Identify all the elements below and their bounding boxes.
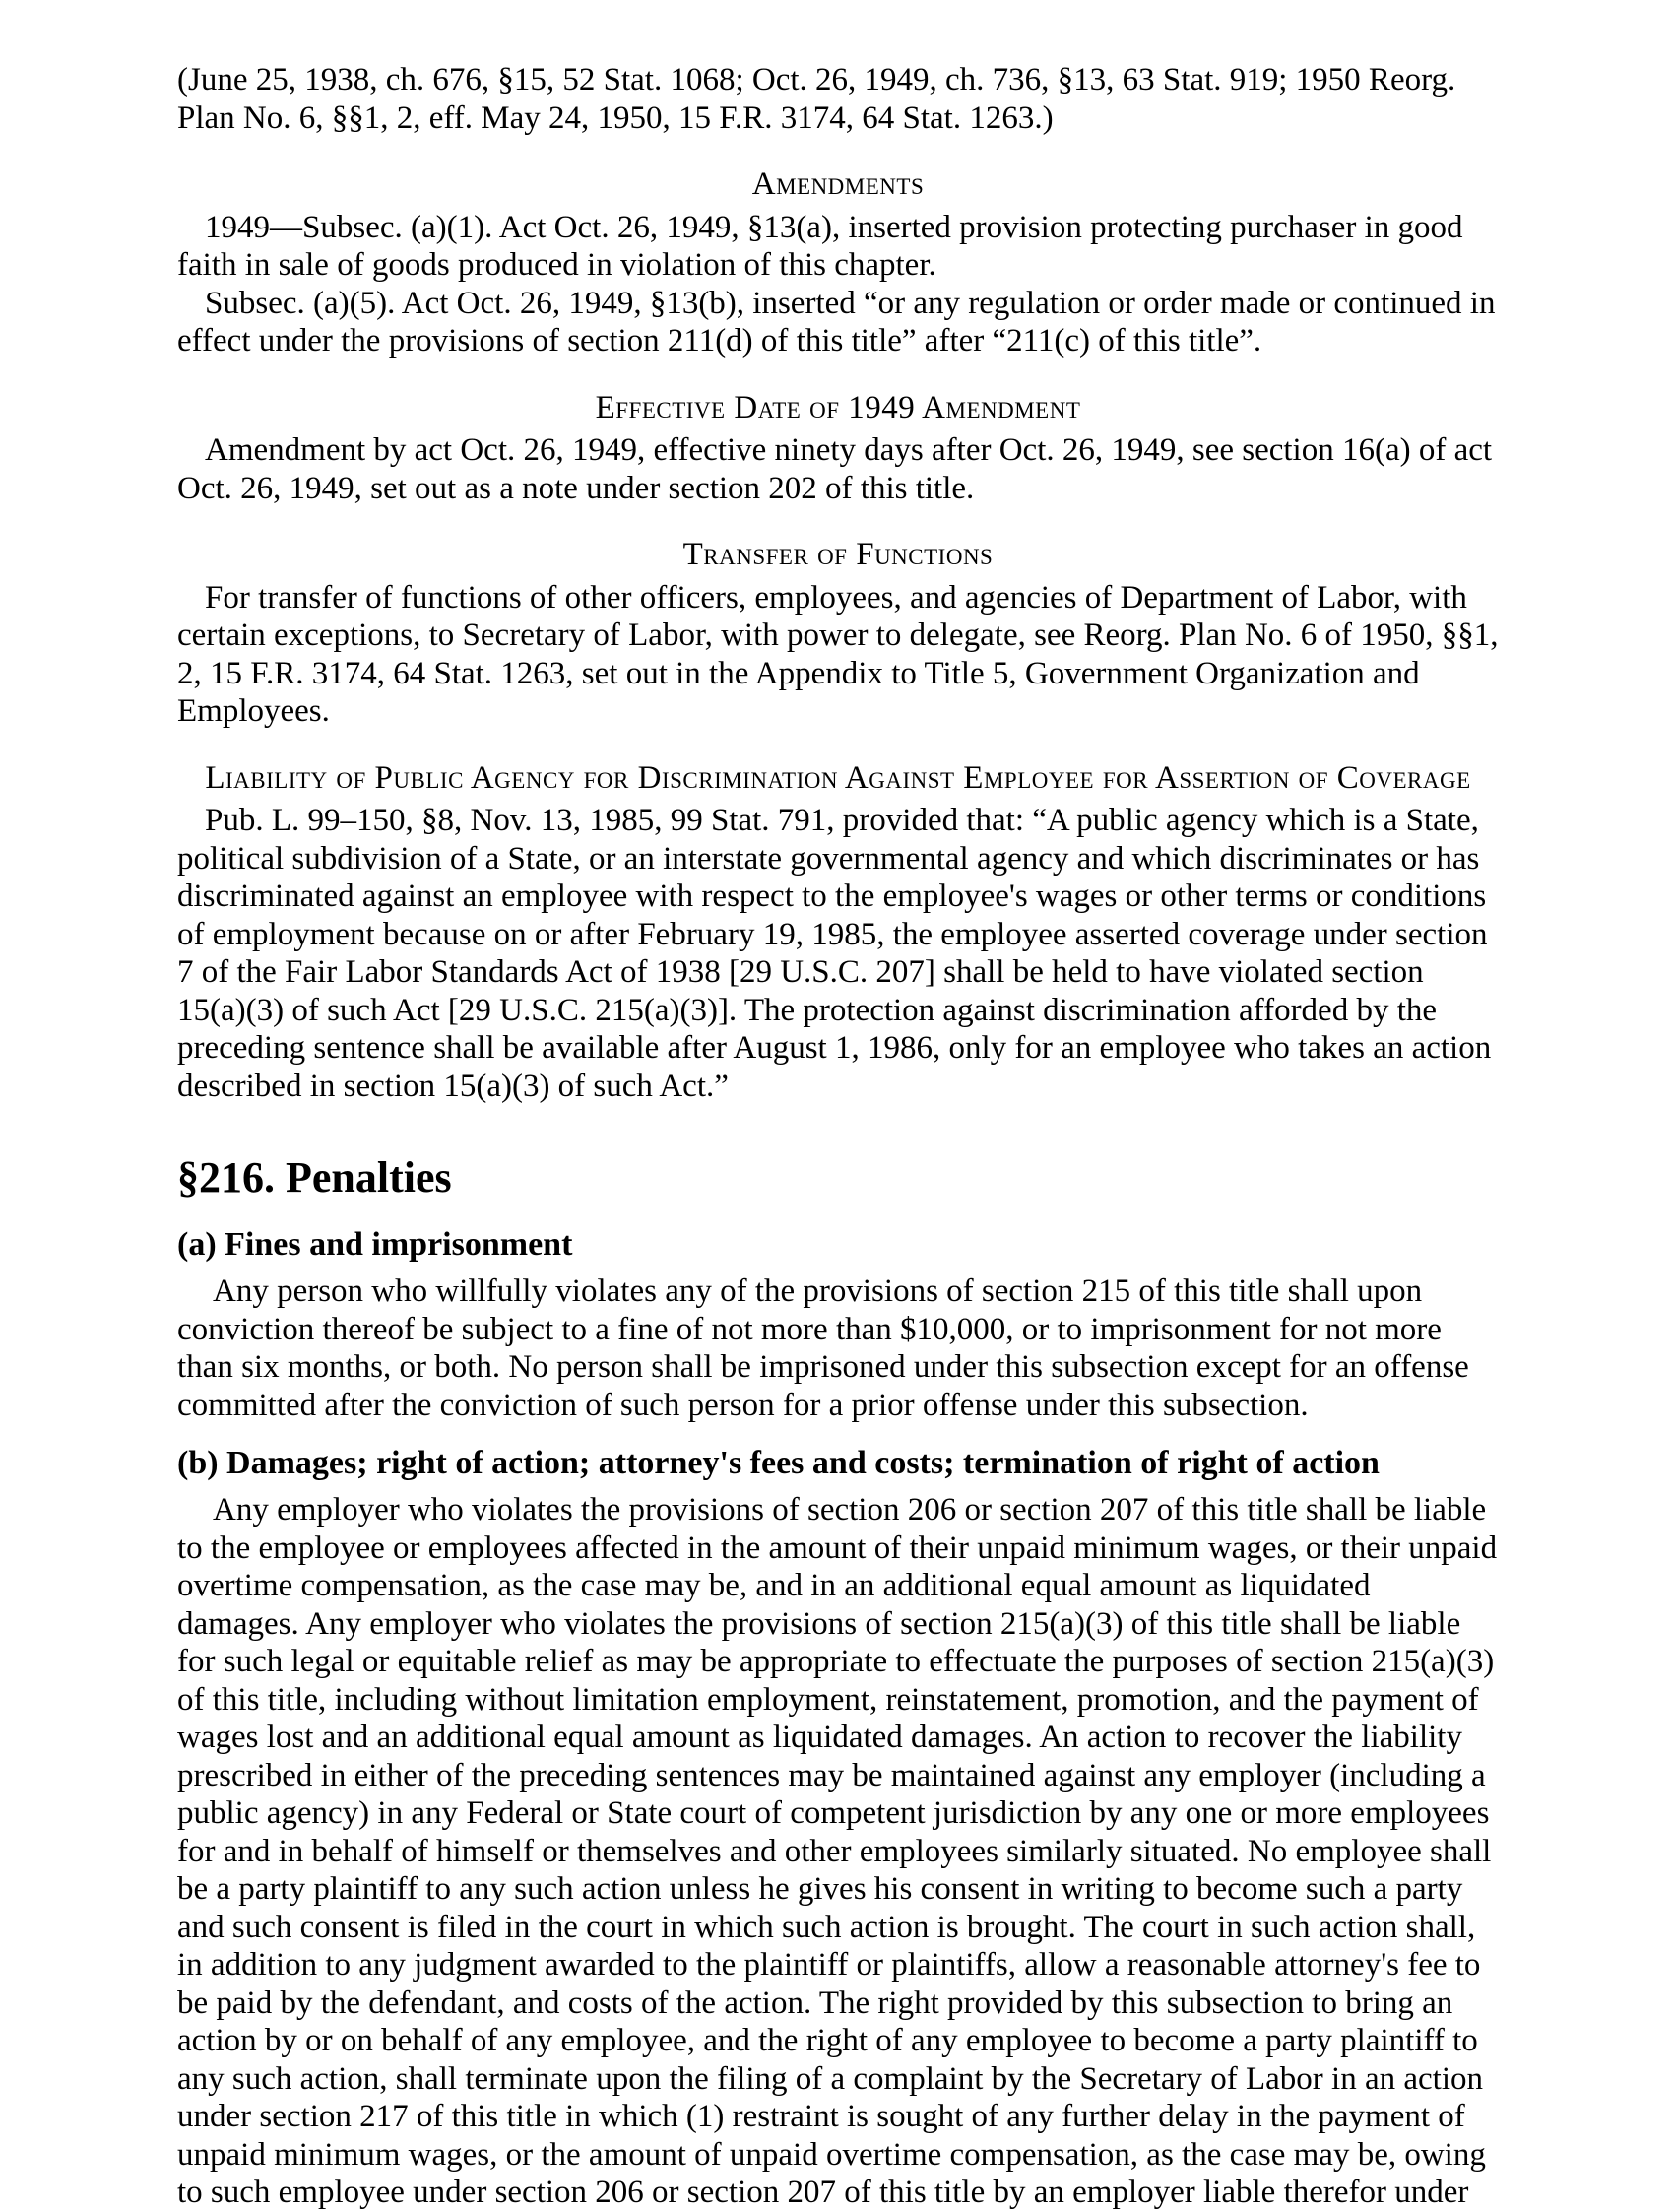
- note-paragraph-amendments-1949: 1949—Subsec. (a)(1). Act Oct. 26, 1949, §13(a), inserted provision protecting purchaser in good faith in sale of goods produced in violation of this chapter.: [177, 209, 1463, 283]
- subsection-b-heading: (b) Damages; right of action; attorney's fees and costs; termination of right of action: [177, 1445, 1380, 1481]
- note-heading-amendments: Amendments: [751, 166, 925, 202]
- section-title: §216. Penalties: [177, 1153, 452, 1202]
- subsection-b-text: Any employer who violates the provisions of section 206 or section 207 of this title shall be liable to the employee or employees affected in the amount of their unpaid minimum wages, or their unpaid overtime compensation, as the case may be, and in an additional equal amount as liquidated damages. Any employer who violates the provisions of section 215(a)(3) of this title shall be liable for such legal or equitable relief as may be appropriate to effectuate the purposes of section 215(a)(3) of this title, including without limitation employment, reinstatement, promotion, and the payment of wages lost and an additional equal amount as liquidated damages. An action to recover the liability prescribed in either of the preceding sentences may be maintained against any employer (including a public agency) in any Federal or State court of competent jurisdiction by any one or more employees for and in behalf of himself or themselves and other employees similarly situated. No employee shall be a party plaintiff to any such action unless he gives his consent in writing to become such a party and such consent is filed in the court in which such action is brought. The court in such action shall, in addition to any judgment awarded to the plaintiff or plaintiffs, allow a reasonable attorney's fee to be paid by the defendant, and costs of the action. The right provided by this subsection to bring an action by or on behalf of any employee, and the right of any employee to become a party plaintiff to any such action, shall terminate upon the filing of a complaint by the Secretary of Labor in an action under section 217 of this title in which (1) restraint is sought of any further delay in the payment of unpaid minimum wages, or the amount of unpaid overtime compensation, as the case may be, owing to such employee under section 206 or section 207 of this title by an employer liable therefor under: [177, 1492, 1498, 2210]
- note-heading-effective-date: Effective Date of 1949 Amendment: [595, 389, 1081, 425]
- statute-citation: (June 25, 1938, ch. 676, §15, 52 Stat. 1068; Oct. 26, 1949, ch. 736, §13, 63 Stat. 919; 1950 Reorg. Plan No. 6, §§1, 2, eff. May 24, 1950, 15 F.R. 3174, 64 Stat. 1263.): [177, 62, 1456, 136]
- subsection-a-heading: (a) Fines and imprisonment: [177, 1226, 573, 1263]
- subsection-a-text: Any person who willfully violates any of the provisions of section 215 of this title shall upon conviction thereof be subject to a fine of not more than $10,000, or to imprisonment for not more than six months, or both. No person shall be imprisoned under this subsection except for an offense committed after the conviction of such person for a prior offense under this subsection.: [177, 1273, 1469, 1423]
- note-paragraph-transfer-of-functions: For transfer of functions of other officers, employees, and agencies of Department of Labor, with certain exceptions, to Secretary of Labor, with power to delegate, see Reorg. Plan No. 6 of 1950, §§1, 2, 15 F.R. 3174, 64 Stat. 1263, set out in the Appendix to Title 5, Government Organization and Employees.: [177, 579, 1499, 729]
- note-heading-liability-public-agency: Liability of Public Agency for Discrimination Against Employee for Assertion of Coverage: [205, 759, 1471, 796]
- note-paragraph-amendments-subsec-a5: Subsec. (a)(5). Act Oct. 26, 1949, §13(b), inserted “or any regulation or order made or continued in effect under the provisions of section 211(d) of this title” after “211(c) of this title”.: [177, 285, 1496, 358]
- note-paragraph-liability-public-agency: Pub. L. 99–150, §8, Nov. 13, 1985, 99 Stat. 791, provided that: “A public agency which is a State, political subdivision of a State, or an interstate governmental agency and which discriminates or has discriminated against an employee with respect to the employee's wages or other terms or conditions of employment because on or after February 19, 1985, the employee asserted coverage under section 7 of the Fair Labor Standards Act of 1938 [29 U.S.C. 207] shall be held to have violated section 15(a)(3) of such Act [29 U.S.C. 215(a)(3)]. The protection against discrimination afforded by the preceding sentence shall be available after August 1, 1986, only for an employee who takes an action described in section 15(a)(3) of such Act.”: [177, 803, 1492, 1104]
- note-paragraph-effective-date: Amendment by act Oct. 26, 1949, effective ninety days after Oct. 26, 1949, see section 16(a) of act Oct. 26, 1949, set out as a note under section 202 of this title.: [177, 432, 1493, 506]
- note-heading-transfer-of-functions: Transfer of Functions: [682, 537, 994, 572]
